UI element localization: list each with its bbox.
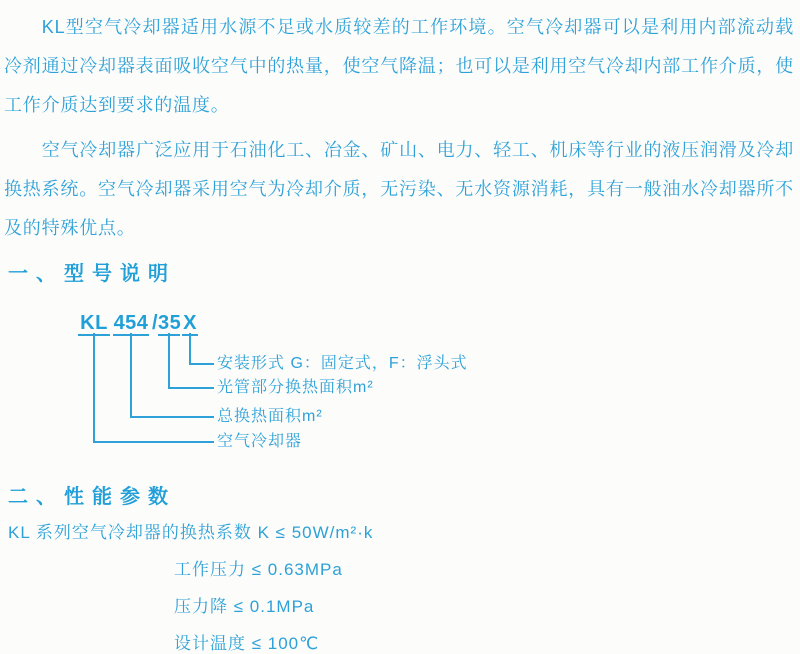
intro-paragraph-1: KL型空气冷却器适用水源不足或水质较差的工作环境。空气冷却器可以是利用内部流动载冷剂通过冷却器表面吸收空气中的热量，使空气降温；也可以是利用空气冷却内部工作介质，使工作介质达到要求的温度。 [4,17,794,115]
model-code-diagram [4,302,794,467]
model-label-total-area: 总换热面积m² [217,408,323,425]
model-code-total-area: 454 [113,312,149,334]
section1-heading: 一、型号说明 [8,263,176,285]
param-working-pressure: 工作压力 ≤ 0.63MPa [174,560,343,579]
model-code-mount: X [183,312,197,334]
model-code-separator: / [151,312,159,334]
intro-paragraph-2: 空气冷却器广泛应用于石油化工、冶金、矿山、电力、轻工、机床等行业的液压润滑及冷却换热系统。空气冷却器采用空气为冷却介质，无污染、无水资源消耗，具有一般油水冷却器所不及的特殊优点。 [4,140,794,238]
connector-line-bare-area [169,333,214,388]
model-code-series: KL [78,312,110,336]
param-heat-transfer-coefficient: KL 系列空气冷却器的换热系数 K ≤ 50W/m²·k [8,523,374,542]
connector-line-total-area [131,333,214,417]
section2-heading: 二、性能参数 [8,486,176,508]
connector-lines [4,302,800,467]
model-label-air-cooler: 空气冷却器 [217,433,303,450]
model-code-bare-area: 35 [158,312,182,334]
param-design-temperature: 设计温度 ≤ 100℃ [174,634,320,653]
param-pressure-drop: 压力降 ≤ 0.1MPa [174,597,315,616]
model-label-install-type: 安装形式 G：固定式，F：浮头式 [217,355,468,372]
connector-line-mount [190,333,214,364]
model-label-bare-tube-area: 光管部分换热面积m² [217,379,374,396]
